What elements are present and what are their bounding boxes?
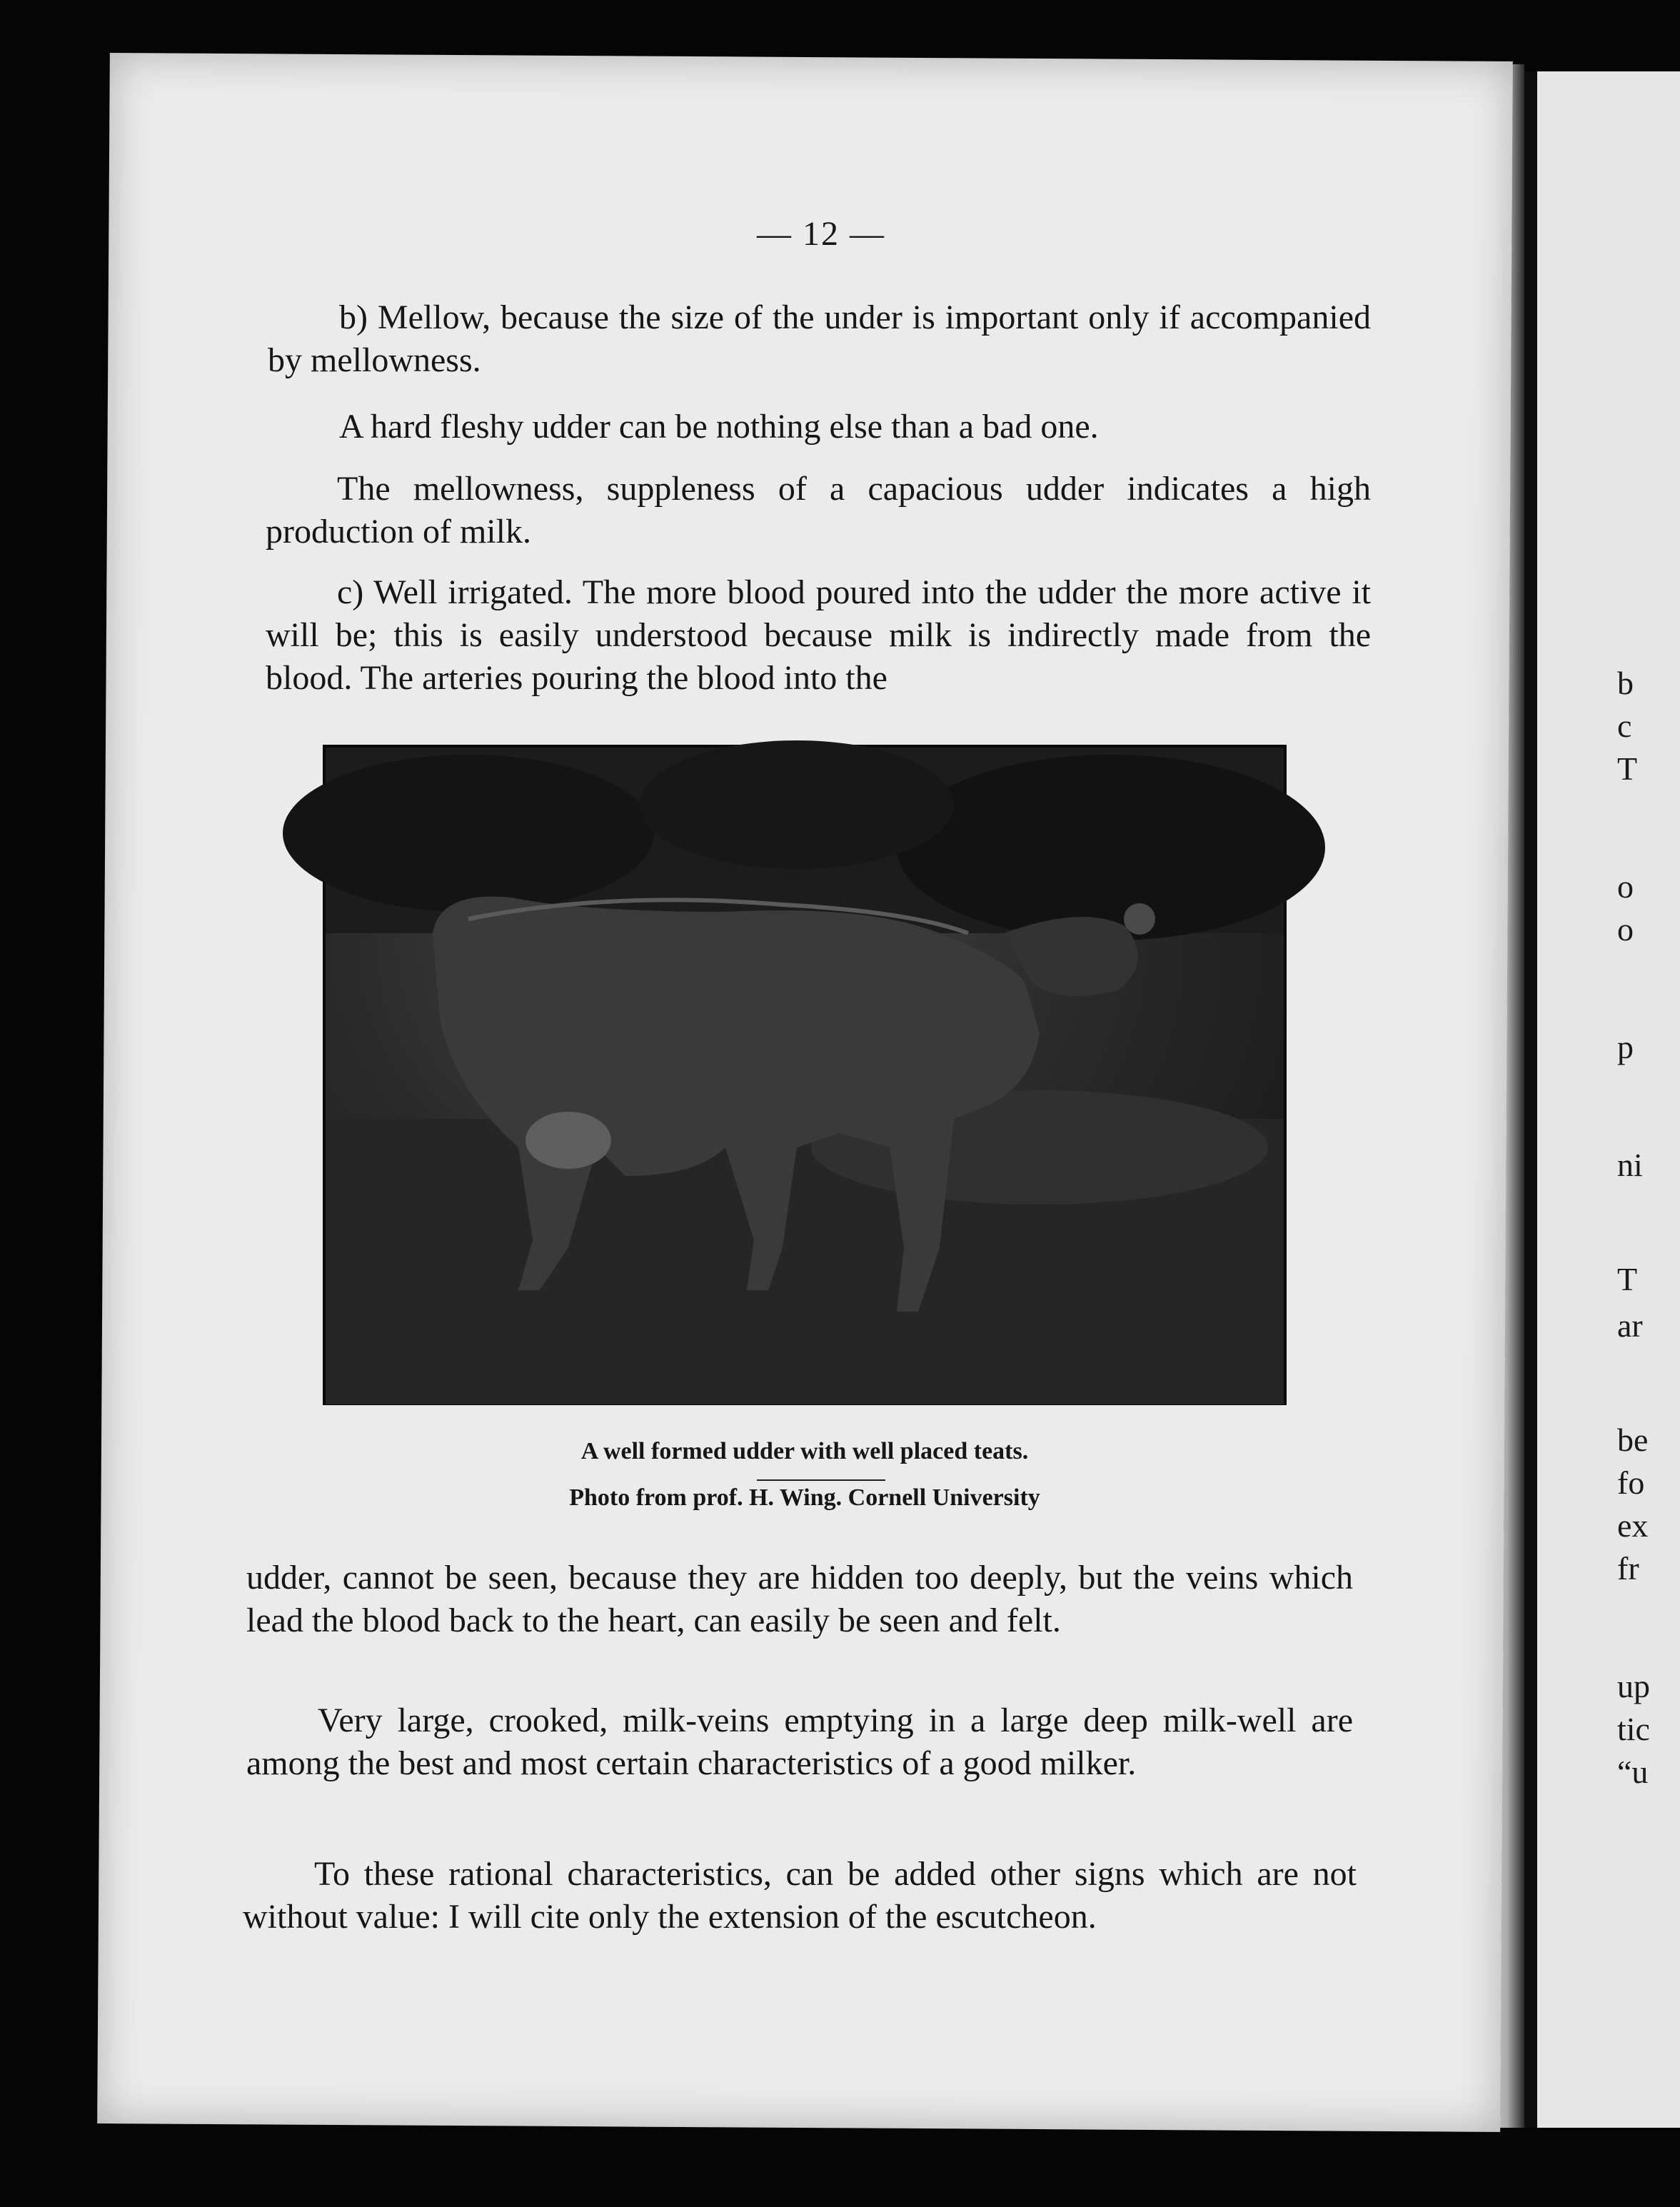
facing-fragment: tic <box>1617 1711 1650 1747</box>
cow-photograph <box>323 745 1287 1405</box>
page-number: — 12 — <box>757 215 885 253</box>
paragraph-irrigated: c) Well irrigated. The more blood poured into the udder the more active it will be; this is easily understood because milk is indirectly made from the blood. The arteries pouring the blood into the <box>266 573 1371 697</box>
paragraph-rational-characteristics: To these rational characteristics, can be added other signs which are not without value: I will cite only the extension of the escutcheon. <box>243 1855 1357 1936</box>
cow-illustration <box>326 748 1284 1402</box>
facing-fragment: T <box>1617 750 1638 787</box>
figure-caption-line2: Photo from prof. H. Wing. Cornell University <box>569 1484 1040 1511</box>
facing-fragment: fo <box>1617 1464 1645 1501</box>
facing-fragment: ex <box>1617 1507 1649 1544</box>
paragraph-mellow: b) Mellow, because the size of the under is important only if accompanied by mellowness. <box>268 298 1371 379</box>
facing-fragment: p <box>1617 1029 1634 1065</box>
paragraph-hard-udder: A hard fleshy udder can be nothing else than a bad one. <box>339 408 1099 446</box>
facing-fragment: up <box>1617 1668 1650 1704</box>
facing-fragment: fr <box>1617 1550 1639 1587</box>
facing-fragment: o <box>1617 868 1634 905</box>
facing-fragment: c <box>1617 708 1632 744</box>
paragraph-milk-veins: Very large, crooked, milk-veins emptying in a large deep milk-well are among the best and most certain characteristics of a good milker. <box>246 1701 1353 1782</box>
facing-fragment: b <box>1617 665 1634 701</box>
facing-fragment: ni <box>1617 1147 1643 1183</box>
facing-fragment: o <box>1617 911 1634 947</box>
facing-fragment: be <box>1617 1422 1649 1458</box>
facing-fragment: ar <box>1617 1307 1643 1344</box>
figure-caption-line1: A well formed udder with well placed teats. <box>580 1438 1029 1464</box>
facing-fragment: “u <box>1617 1754 1649 1790</box>
paragraph-mellowness: The mellowness, suppleness of a capacious udder indicates a high production of milk. <box>266 470 1371 551</box>
facing-page <box>1524 71 1680 2128</box>
facing-fragment: T <box>1617 1261 1638 1297</box>
paragraph-veins: udder, cannot be seen, because they are hidden too deeply, but the veins which lead the blood back to the heart, can easily be seen and felt. <box>246 1559 1353 1639</box>
